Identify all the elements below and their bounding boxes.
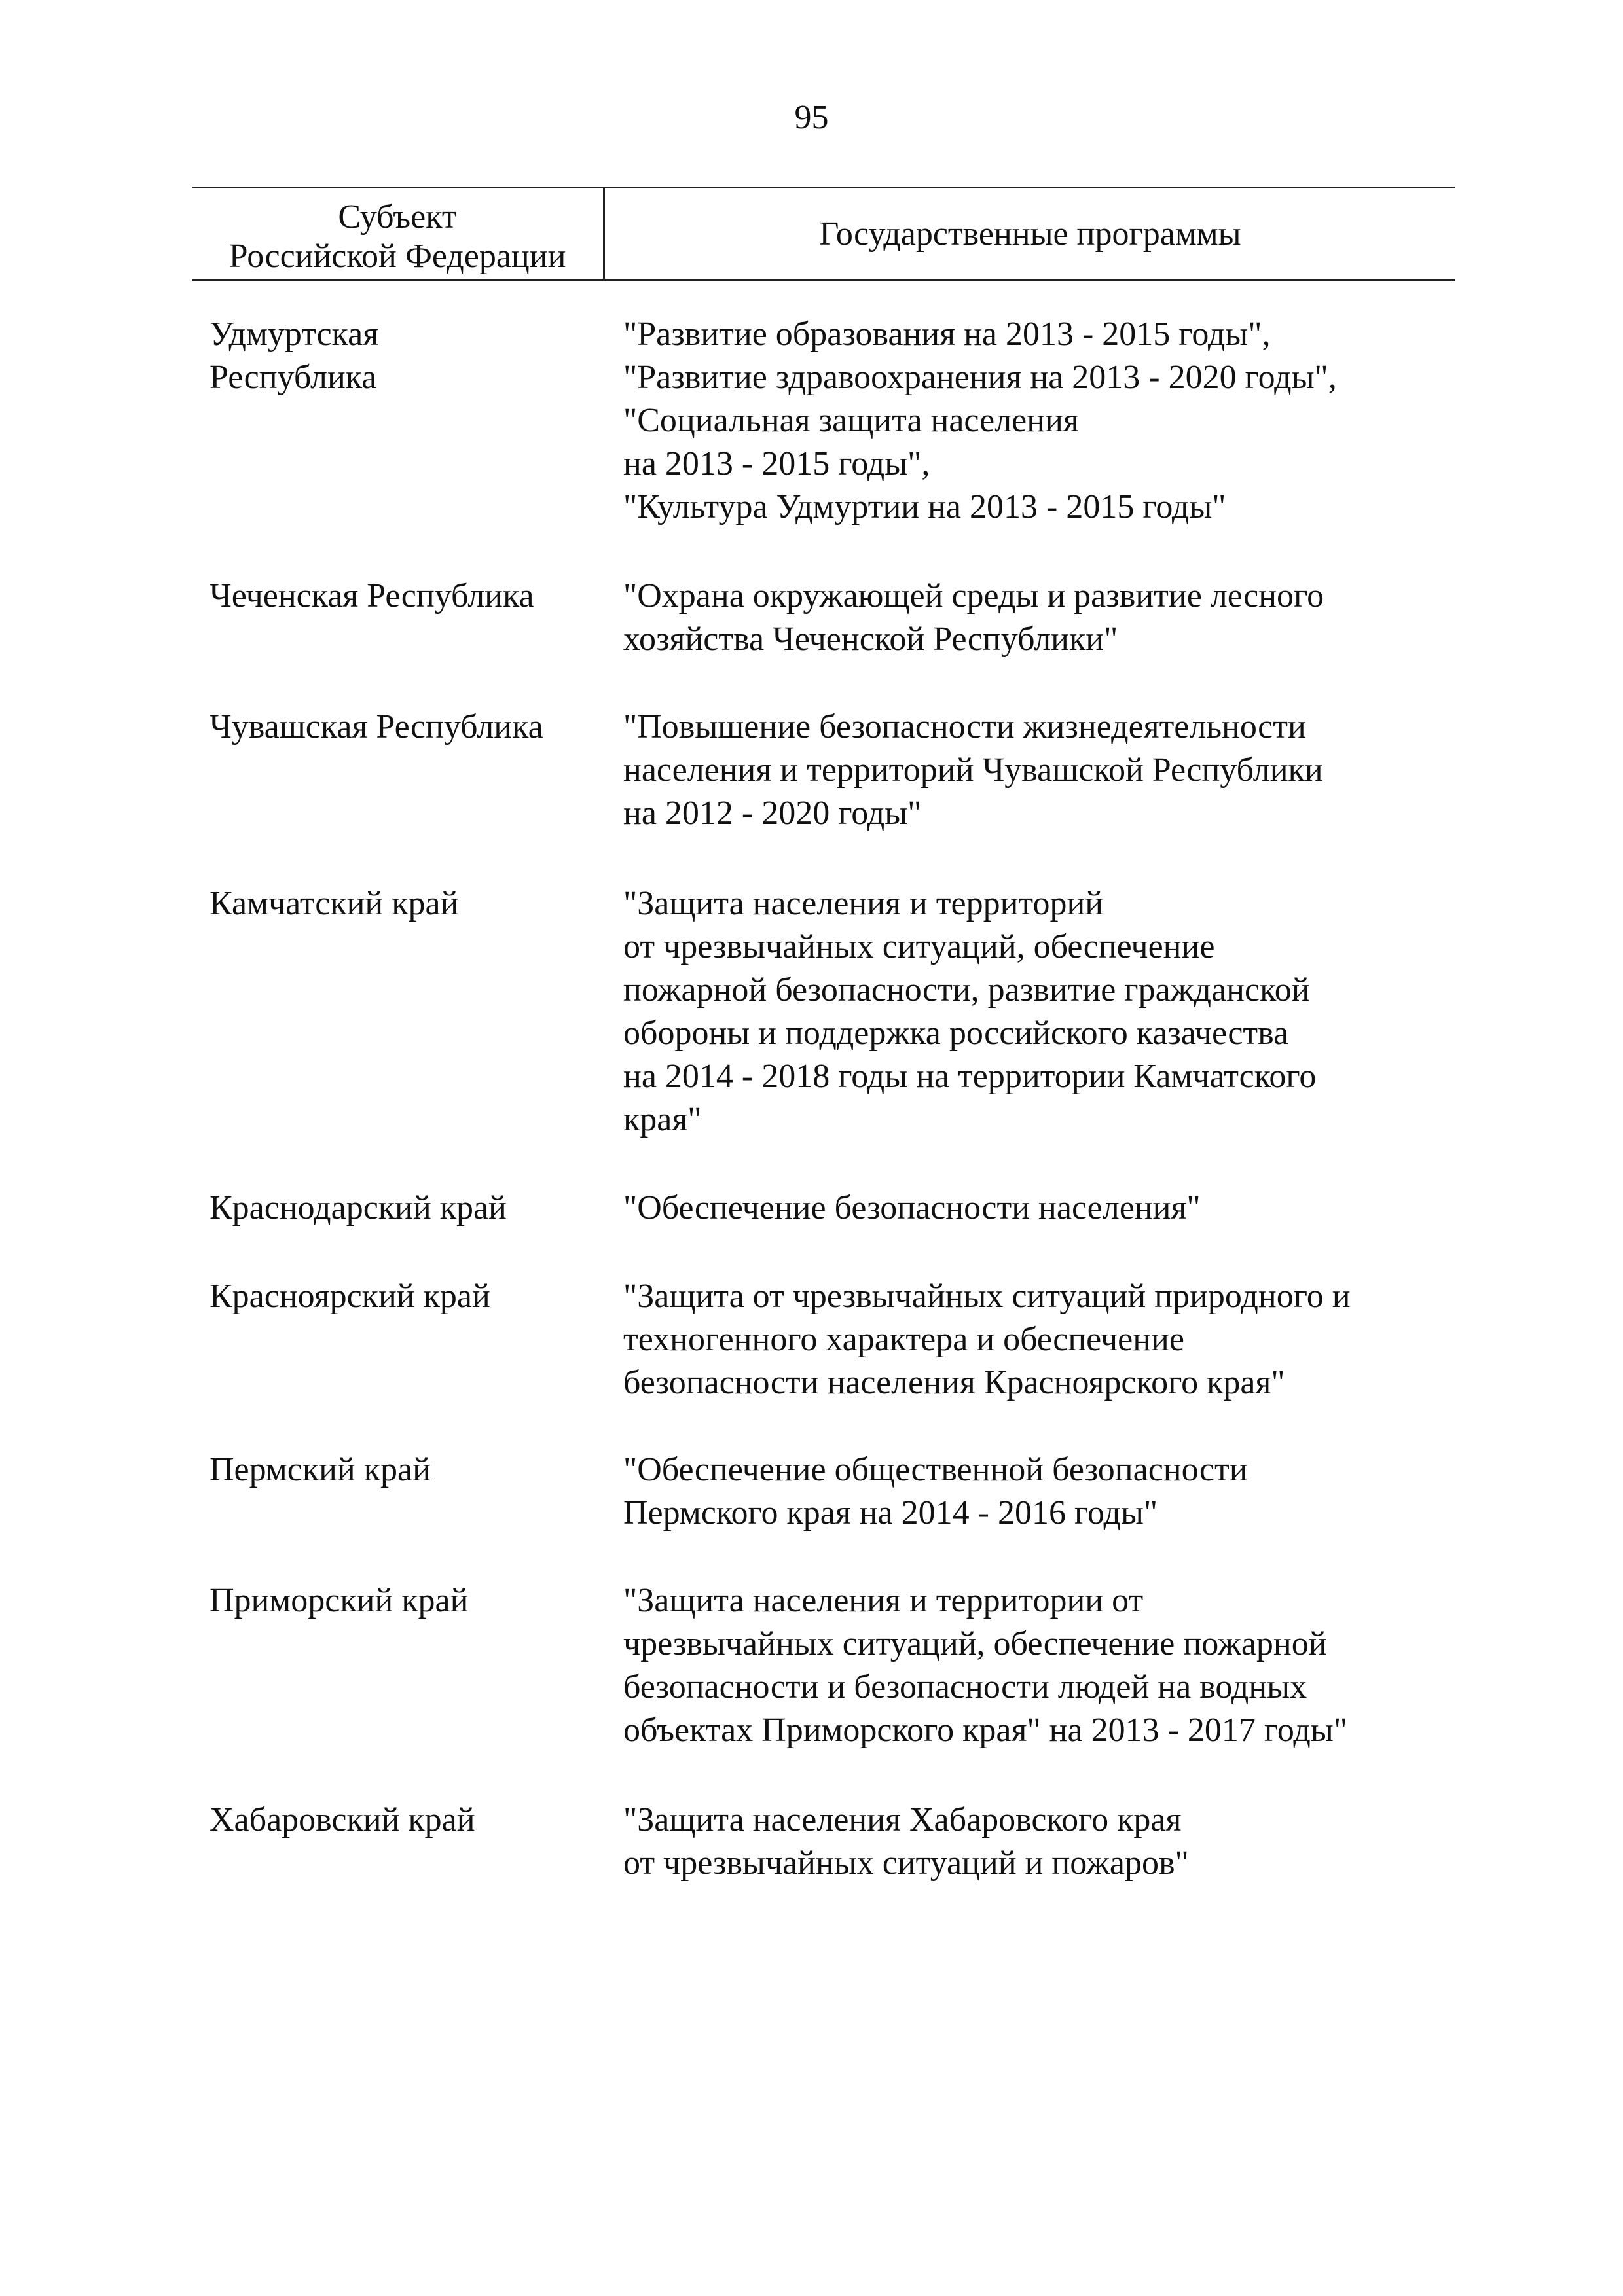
row-subject — [210, 575, 602, 618]
program-line: края" — [623, 1101, 702, 1138]
program-line: "Культура Удмуртии на 2013 - 2015 годы" — [623, 488, 1226, 526]
program-line: от чрезвычайных ситуаций и пожаров" — [623, 1844, 1189, 1882]
subject-line: Камчатский край — [210, 885, 459, 922]
program-line: на 2014 - 2018 годы на территории Камчатского — [623, 1058, 1317, 1095]
program-line: населения и территорий Чувашской Республики — [623, 751, 1323, 789]
row-programs — [623, 1579, 1474, 1752]
header-subject-line1: Субъект — [338, 198, 457, 236]
program-line: "Социальная защита населения — [623, 402, 1079, 439]
program-line: "Развитие образования на 2013 - 2015 годы", — [623, 315, 1271, 353]
subject-line: Краснодарский край — [210, 1189, 507, 1227]
program-line: от чрезвычайных ситуаций, обеспечение — [623, 928, 1215, 965]
program-line: обороны и поддержка российского казачества — [623, 1014, 1289, 1052]
row-subject — [210, 1799, 602, 1842]
program-line: безопасности и безопасности людей на водных — [623, 1668, 1307, 1706]
program-line: хозяйства Чеченской Республики" — [623, 620, 1118, 658]
row-subject — [210, 1275, 602, 1318]
program-line: на 2012 - 2020 годы" — [623, 795, 922, 832]
subject-line: Республика — [210, 359, 377, 396]
program-line: "Защита населения и территории от — [623, 1582, 1144, 1619]
row-subject — [210, 1448, 602, 1492]
header-subject-column — [192, 198, 603, 276]
program-line: пожарной безопасности, развитие гражданской — [623, 971, 1310, 1009]
program-line: "Защита населения и территорий — [623, 885, 1104, 922]
subject-line: Чеченская Республика — [210, 577, 534, 615]
subject-line: Пермский край — [210, 1451, 431, 1488]
header-subject-line2: Российской Федерации — [228, 238, 566, 275]
subject-line: Красноярский край — [210, 1278, 490, 1315]
subject-line: Удмуртская — [210, 315, 379, 353]
program-line: объектах Приморского края" на 2013 - 2017 годы" — [623, 1712, 1348, 1749]
row-programs — [623, 882, 1474, 1141]
program-line: безопасности населения Красноярского края" — [623, 1364, 1285, 1401]
row-programs — [623, 313, 1474, 529]
subject-line: Хабаровский край — [210, 1801, 475, 1839]
table-header — [192, 187, 1455, 281]
program-line: "Повышение безопасности жизнедеятельности — [623, 708, 1306, 745]
program-line: "Обеспечение общественной безопасности — [623, 1451, 1248, 1488]
program-line: чрезвычайных ситуаций, обеспечение пожарной — [623, 1625, 1327, 1662]
subject-line: Приморский край — [210, 1582, 469, 1619]
row-programs — [623, 575, 1474, 661]
row-programs — [623, 1799, 1474, 1885]
program-line: "Защита от чрезвычайных ситуаций природного и — [623, 1278, 1351, 1315]
page-number: 95 — [794, 99, 829, 136]
program-line: техногенного характера и обеспечение — [623, 1321, 1184, 1358]
header-programs-column: Государственные программы — [819, 215, 1241, 253]
program-line: на 2013 - 2015 годы", — [623, 445, 930, 482]
row-subject — [210, 313, 602, 399]
program-line: "Обеспечение безопасности населения" — [623, 1189, 1201, 1227]
program-line: "Развитие здравоохранения на 2013 - 2020 годы", — [623, 359, 1337, 396]
program-line: "Охрана окружающей среды и развитие лесного — [623, 577, 1324, 615]
program-line: Пермского края на 2014 - 2016 годы" — [623, 1494, 1158, 1532]
row-subject — [210, 882, 602, 925]
program-line: "Защита населения Хабаровского края — [623, 1801, 1182, 1839]
row-programs — [623, 1448, 1474, 1535]
row-subject — [210, 706, 602, 749]
row-subject — [210, 1579, 602, 1623]
row-programs — [623, 1187, 1474, 1230]
row-subject — [210, 1187, 602, 1230]
row-programs — [623, 706, 1474, 835]
subject-line: Чувашская Республика — [210, 708, 543, 745]
row-programs — [623, 1275, 1474, 1405]
